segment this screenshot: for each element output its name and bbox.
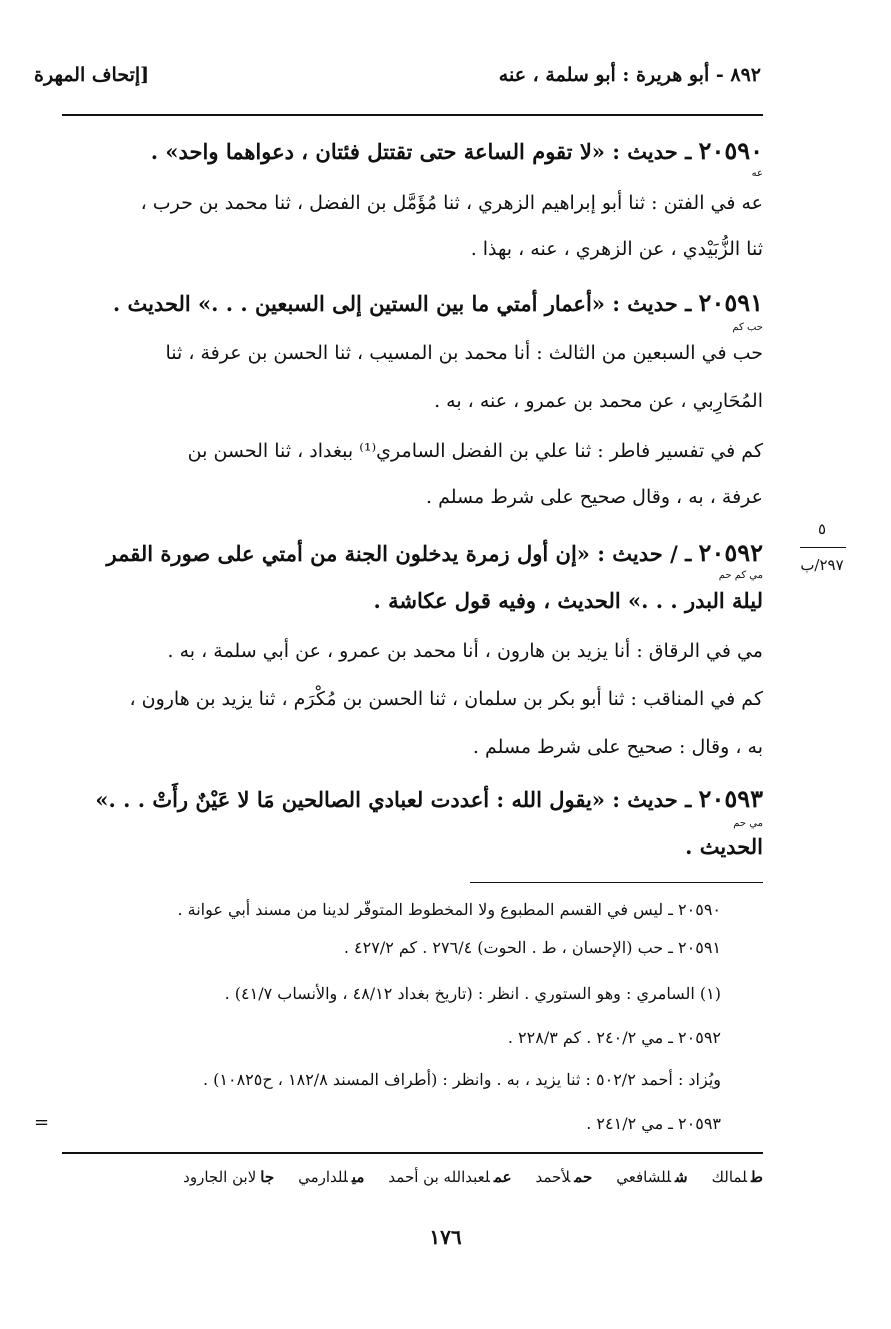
isnad-line: ثنا الزُّبَيْدي ، عن الزهري ، عنه ، بهذا . (470, 238, 763, 260)
hadith-sigla: عه (751, 168, 763, 179)
hadith-number: ٢٠٥٩٠ (698, 136, 763, 165)
hadith-sigla: حب كم (732, 322, 763, 333)
running-header-title: ٨٩٢ - أبو هريرة : أبو سلمة ، عنه (498, 64, 761, 86)
hadith-heading-20592 (107, 538, 763, 567)
hadith-title-cont: الحديث . (685, 834, 763, 859)
footnote: (١) السامري : وهو الستوري . انظر : (تاريخ بغداد ٤٨/١٢ ، والأنساب ٤١/٧) . (224, 984, 721, 1003)
footnote: ٢٠٥٩١ ـ حب (الإحسان ، ط . الحوت) ٢٧٦/٤ . كم ٤٢٧/٢ . (343, 938, 721, 957)
footnote-rule (470, 882, 763, 883)
running-header-book: [إتحاف المهرة (34, 64, 150, 86)
hadith-title: ـ حديث : «لا تقوم الساعة حتى تقتتل فئتان ، دعواهما واحد» . (150, 139, 692, 164)
isnad-line: عه في الفتن : ثنا أبو إبراهيم الزهري ، ثنا مُؤَمَّل بن الفضل ، ثنا محمد بن حرب ، (140, 192, 763, 214)
margin-folio-bottom: ٢٩٧/ب (800, 556, 844, 574)
abbreviation-item: جالابن الجارود (183, 1168, 275, 1186)
abbreviations-rule (62, 1152, 763, 1154)
isnad-line: المُحَارِبي ، عن محمد بن عمرو ، عنه ، به . (434, 390, 763, 412)
hadith-title: ـ / حديث : «إن أول زمرة يدخلون الجنة من أمتي على صورة القمر (106, 541, 692, 566)
page-number: ١٧٦ (429, 1225, 462, 1249)
footnote: ويُزاد : أحمد ٥٠٢/٢ : ثنا يزيد ، به . وانظر : (أطراف المسند ١٨٢/٨ ، ح١٠٨٢٥) . (202, 1070, 721, 1089)
footnote: ٢٠٥٩٢ ـ مي ٢٤٠/٢ . كم ٢٢٨/٣ . (507, 1028, 721, 1047)
hadith-number: ٢٠٥٩٢ (698, 538, 763, 567)
hadith-title: ـ حديث : «يقول الله : أعددت لعبادي الصالحين مَا لا عَيْنٌ رأَتْ . . .» (95, 787, 692, 812)
hadith-heading-20591 (113, 288, 763, 317)
margin-folio-top: ٥ (817, 520, 827, 538)
isnad-line: مي في الرقاق : أنا يزيد بن هارون ، أنا محمد بن عمرو ، عن أبي سلمة ، به . (167, 640, 763, 662)
footnote: ٢٠٥٩٠ ـ ليس في القسم المطبوع ولا المخطوط المتوفّر لدينا من مسند أبي عوانة . (177, 900, 721, 919)
hadith-title: ـ حديث : «أعمار أمتي ما بين الستين إلى السبعين . . .» الحديث . (112, 291, 692, 316)
abbreviation-item: شللشافعي (616, 1168, 688, 1186)
hadith-sigla: مي حم (733, 818, 763, 829)
isnad-line: كم في تفسير فاطر : ثنا علي بن الفضل السامري⁽¹⁾ ببغداد ، ثنا الحسن بن (187, 440, 763, 462)
abbreviations-key (183, 1168, 763, 1186)
margin-folio-rule (800, 547, 846, 548)
header-rule (62, 114, 763, 116)
hadith-number: ٢٠٥٩٣ (698, 784, 763, 813)
isnad-line: حب في السبعين من الثالث : أنا محمد بن المسيب ، ثنا الحسن بن عرفة ، ثنا (165, 342, 763, 364)
abbreviation-item: ميللدارمي (298, 1168, 365, 1186)
hadith-heading-20590 (151, 136, 763, 165)
abbreviation-item: عملعبدالله بن أحمد (388, 1168, 512, 1186)
isnad-line: كم في المناقب : ثنا أبو بكر بن سلمان ، ثنا الحسن بن مُكْرَم ، ثنا يزيد بن هارون ، (129, 688, 763, 710)
hadith-title-cont: ليلة البدر . . .» الحديث ، وفيه قول عكاشة . (373, 588, 763, 613)
hadith-heading-20593 (95, 784, 763, 813)
edge-mark: = (34, 1112, 50, 1133)
hadith-sigla: مي كم حم (718, 570, 763, 581)
abbreviation-item: حملأحمد (535, 1168, 593, 1186)
isnad-line: عرفة ، به ، وقال صحيح على شرط مسلم . (426, 486, 763, 508)
isnad-line: به ، وقال : صحيح على شرط مسلم . (472, 736, 763, 758)
footnote: ٢٠٥٩٣ ـ مي ٢٤١/٢ . (586, 1114, 721, 1133)
hadith-number: ٢٠٥٩١ (698, 288, 763, 317)
abbreviation-item: طلمالك (711, 1168, 763, 1186)
